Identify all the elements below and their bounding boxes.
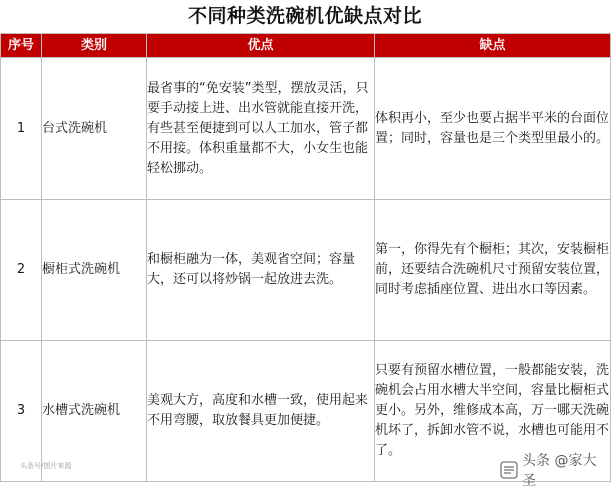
cell-type: 台式洗碗机: [42, 58, 147, 200]
header-cons: 缺点: [375, 34, 611, 58]
table-row: [1, 200, 611, 341]
credit-text: 头条 @家大圣: [522, 453, 597, 489]
cell-cons: 第一，你得先有个橱柜；其次，安装橱柜前，还要结合洗碗机尺寸预留安装位置，同时考虑插座位置、进出水口等因素。: [375, 200, 611, 341]
cell-cons: 只要有预留水槽位置，一般都能安装，洗碗机会占用水槽大半空间，容量比橱柜式更小。另外，维修成本高，万一哪天洗碗机坏了，拆卸水管不说，水槽也可能用不了。: [375, 341, 611, 482]
cell-cons: 体积再小，至少也要占据半平米的台面位置；同时，容量也是三个类型里最小的。: [375, 58, 611, 200]
cell-no: 3: [1, 341, 42, 482]
table-row: [1, 58, 611, 200]
cell-type: 橱柜式洗碗机: [42, 200, 147, 341]
comparison-table: [0, 33, 611, 482]
cell-no: 1: [1, 58, 42, 200]
watermark-text: 头条号/图片来源: [20, 462, 72, 470]
cell-no: 2: [1, 200, 42, 341]
author-credit[interactable]: [500, 450, 610, 490]
header-type: 类别: [42, 34, 147, 58]
cell-pros: 最省事的“免安装”类型，摆放灵活，只要手动接上进、出水管就能直接开洗，有些甚至便捷到可以人工加水，管子都不用接。体积重量都不大，小女生也能轻松挪动。: [147, 58, 375, 200]
cell-pros: 和橱柜融为一体，美观省空间；容量大，还可以将炒锅一起放进去洗。: [147, 200, 375, 341]
table-header-row: [1, 34, 611, 58]
toutiao-logo-icon: [500, 461, 518, 479]
cell-type: 水槽式洗碗机: [42, 341, 147, 482]
table-title: 不同种类洗碗机优缺点对比: [187, 5, 422, 27]
cell-pros: 美观大方，高度和水槽一致，使用起来不用弯腰，取放餐具更加便捷。: [147, 341, 375, 482]
header-pros: 优点: [147, 34, 375, 58]
header-no: 序号: [1, 34, 42, 58]
